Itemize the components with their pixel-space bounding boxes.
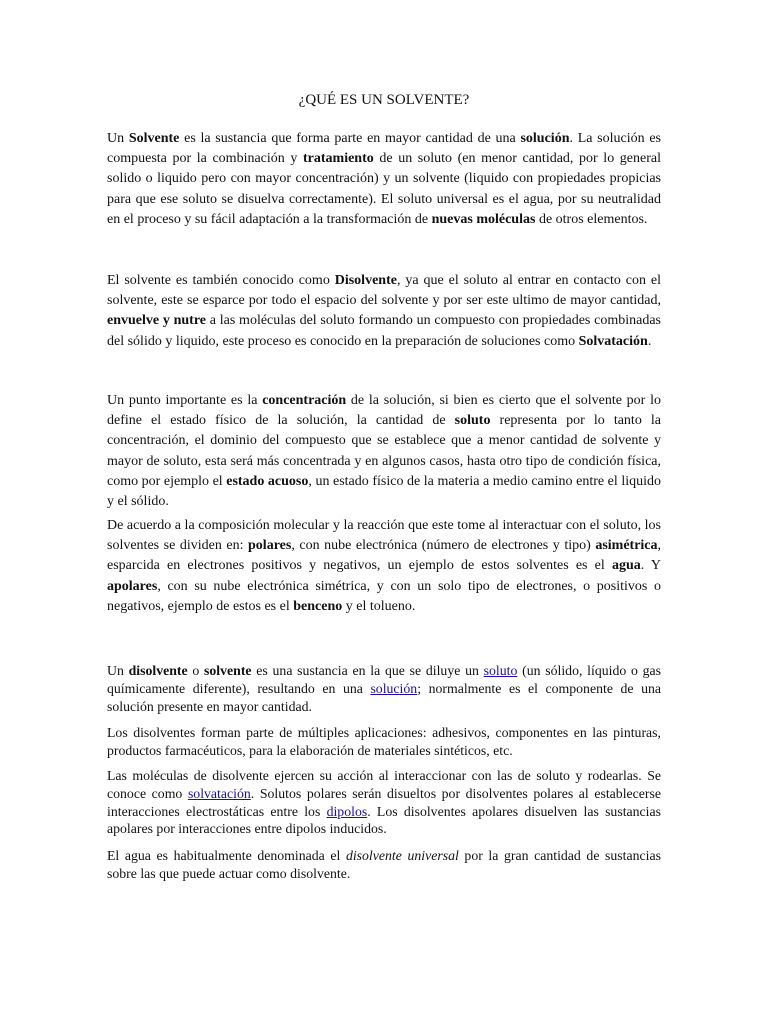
text: El solvente es también conocido como xyxy=(107,273,335,288)
bold-term-benceno: benceno xyxy=(293,598,343,614)
bold-term-solvente: solvente xyxy=(204,663,252,678)
paragraph-solvatacion xyxy=(107,767,661,838)
text: Los disolventes forman parte de múltiples aplicaciones: adhesivos, componentes en las pinturas, productos farmacéuticos, para la elaboración de materiales sintéticos, etc. xyxy=(107,725,661,758)
paragraph-concentracion xyxy=(107,391,661,512)
text: Un xyxy=(107,663,129,678)
text: . La solución es compuesta por la combinación y xyxy=(107,131,661,167)
bold-term-disolvente: Disolvente xyxy=(334,273,397,288)
bold-term-solucion: solución xyxy=(520,131,570,146)
text: representa por lo tanto la concentración, el dominio del compuesto que se establece que a menor cantidad de solvente y mayor de soluto, esta será más concentrada y en algunos casos, hasta otro tipo de condición física, como por ejemplo el xyxy=(107,413,661,489)
bold-term-polares: polares xyxy=(248,538,292,554)
paragraph-agua xyxy=(107,847,661,883)
text: es una sustancia en la que se diluye un xyxy=(251,663,484,678)
bold-term-nuevas-moleculas: nuevas moléculas xyxy=(431,211,536,227)
text: Un punto importante es la xyxy=(107,393,263,408)
bold-term-asimetrica: asimétrica xyxy=(595,538,658,554)
bold-term-soluto: soluto xyxy=(454,413,491,429)
bold-term-estado-acuoso: estado acuoso xyxy=(226,473,309,489)
paragraph-definition xyxy=(107,129,661,230)
paragraph-aplicaciones xyxy=(107,724,661,760)
text: Un xyxy=(107,131,129,146)
text: . Y xyxy=(640,558,661,574)
text: , un estado físico de la materia a medio camino entre el liquido y el sólido. xyxy=(107,473,662,510)
text: de un soluto (en menor cantidad, por lo general solido o liquido pero con mayor concentración) y un solvente (liquido con propiedades propicias para que ese soluto se disuelva correctamente). El soluto universal es el agua, por su neutralidad en el proceso y su fácil adaptación a la transformación de xyxy=(107,151,661,227)
text: , esparcida en electrones positivos y negativos, un ejemplo de estos solventes es el xyxy=(107,538,662,574)
bold-term-apolares: apolares xyxy=(107,578,158,594)
text: , con nube electrónica (número de electrones y tipo) xyxy=(291,538,596,554)
bold-term-envuelve-nutre: envuelve y nutre xyxy=(107,313,207,329)
text: de otros elementos. xyxy=(535,211,648,227)
page-title: ¿QUÉ ES UN SOLVENTE? xyxy=(298,92,470,108)
text: ; normalmente es el componente de una solución presente en mayor cantidad. xyxy=(107,680,661,714)
text: , ya que el soluto al entrar en contacto con el solvente, este se esparce por todo el espacio del solvente y por ser este ultimo de mayor cantidad, xyxy=(107,273,661,309)
text: De acuerdo a la composición molecular y la reacción que este tome al interactuar con el soluto, los solventes se dividen en: xyxy=(107,518,661,554)
link-soluto[interactable]: soluto xyxy=(483,663,518,678)
text: . Solutos polares serán disueltos por disolventes polares al establecerse interacciones electrostáticas entre los xyxy=(107,785,661,819)
bold-term-tratamiento: tratamiento xyxy=(303,151,374,167)
bold-term-solvatacion: Solvatación xyxy=(578,333,648,349)
text: . xyxy=(647,333,652,349)
text: . Los disolventes apolares disuelven las sustancias apolares por interacciones entre dipolos inducidos. xyxy=(107,803,662,837)
paragraph-clasificacion xyxy=(107,516,661,617)
text: (un sólido, líquido o gas químicamente diferente), resultando en una xyxy=(107,663,662,696)
text: es la sustancia que forma parte en mayor cantidad de una xyxy=(179,131,521,146)
link-solvatacion[interactable]: solvatación xyxy=(187,785,251,801)
bold-term-solvente: Solvente xyxy=(128,131,180,146)
link-dipolos[interactable]: dipolos xyxy=(326,803,368,819)
text: Las moléculas de disolvente ejercen su acción al interaccionar con las de soluto y rodearlas. Se conoce como xyxy=(107,768,661,801)
paragraph-wiki-definicion xyxy=(107,662,661,715)
text: El agua es habitualmente denominada el xyxy=(107,848,346,863)
text: y el tolueno. xyxy=(342,598,416,614)
text: o xyxy=(187,663,205,678)
bold-term-disolvente: disolvente xyxy=(128,663,188,678)
bold-term-concentracion: concentración xyxy=(262,393,347,408)
text: por la gran cantidad de sustancias sobre las que puede actuar como disolvente. xyxy=(107,848,661,881)
bold-term-agua: agua xyxy=(611,558,641,574)
link-solucion[interactable]: solución xyxy=(370,680,418,696)
paragraph-disolvente xyxy=(107,271,661,352)
text: , con su nube electrónica simétrica, y con un solo tipo de electrones, o positivos o negativos, ejemplo de estos es el xyxy=(107,578,661,614)
italic-term-disolvente-universal: disolvente universal xyxy=(345,848,459,863)
text: de la solución, si bien es cierto que el solvente por lo define el estado físico de la solución, la cantidad de xyxy=(107,393,661,429)
text: a las moléculas del soluto formando un compuesto con propiedades combinadas del sólido y liquido, este proceso es conocido en la preparación de soluciones como xyxy=(107,313,661,349)
